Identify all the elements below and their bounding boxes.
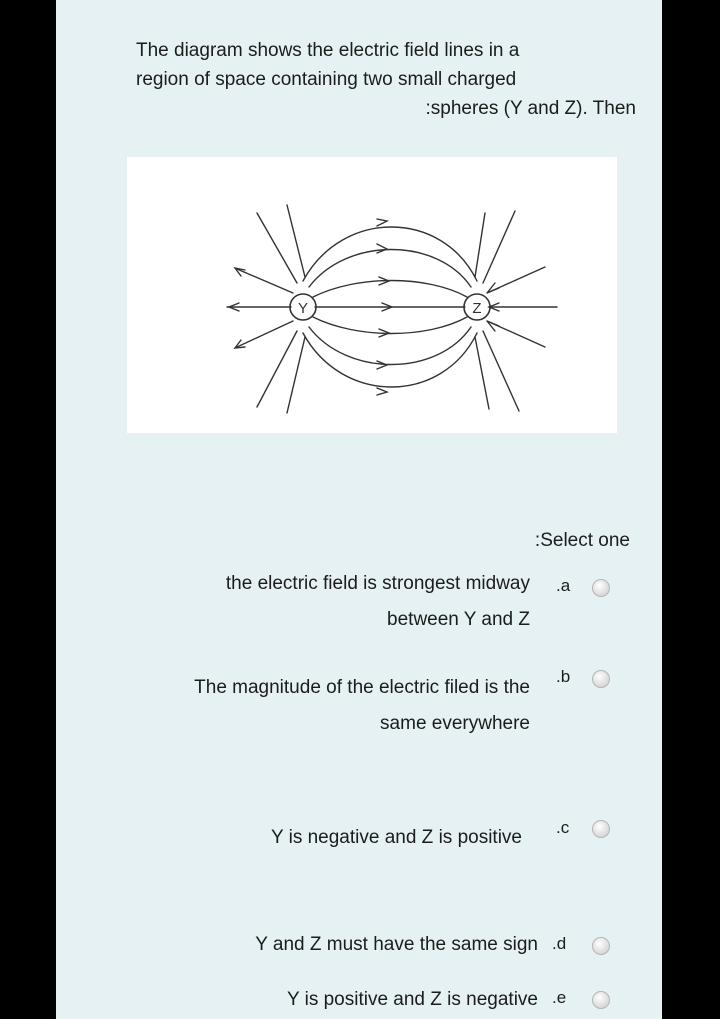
option-a-text[interactable] [226,566,530,638]
option-d-text[interactable] [255,927,538,963]
question-line-2: region of space containing two small charged [136,69,517,90]
field-arrow [487,321,499,331]
option-b-line-2: same everywhere [380,713,530,734]
field-line [303,227,477,281]
question-card [56,0,662,1019]
option-b-radio[interactable] [592,670,610,688]
sphere-y-label: Y [297,300,309,317]
field-line [237,321,293,347]
field-arrow [377,219,387,226]
question-text [136,36,636,123]
field-line [313,317,467,334]
field-line [303,333,477,387]
sphere-z-label: Z [472,300,482,317]
field-line [475,213,485,277]
option-c-letter: .c [556,818,570,837]
field-line [483,331,519,411]
field-line [287,205,305,277]
field-line [475,337,489,409]
option-e-text[interactable] [287,982,538,1018]
option-b-text[interactable] [194,670,530,742]
field-arrow [487,283,499,293]
option-e-letter: .e [552,988,567,1007]
option-a-line-1: the electric field is strongest midway [225,573,530,594]
option-d-letter: .d [552,934,567,953]
field-arrow [377,361,387,369]
field-line [309,250,471,288]
field-line [287,337,305,413]
electric-field-diagram [127,157,617,433]
option-b-line-1: The magnitude of the electric filed is the [194,677,530,698]
field-line [313,281,467,298]
option-d-radio[interactable] [592,937,610,955]
select-one-label: :Select one [534,530,630,551]
option-e-radio[interactable] [592,991,610,1009]
field-line [309,327,471,365]
field-lines-drawing [127,157,617,433]
option-c-text[interactable] [271,820,522,856]
question-line-3: :spheres (Y and Z). Then [425,98,636,119]
question-line-1: The diagram shows the electric field lines in a [136,40,520,61]
option-a-letter: .a [556,576,571,595]
field-arrow [377,244,387,253]
option-e-line-1: Y is positive and Z is negative [286,989,538,1010]
option-a-line-2: between Y and Z [387,609,530,630]
field-line [237,269,293,293]
field-arrow [377,388,387,395]
option-c-radio[interactable] [592,820,610,838]
option-c-line-1: Y is negative and Z is positive [270,827,522,848]
option-a-radio[interactable] [592,579,610,597]
option-d-line-1: Y and Z must have the same sign [255,934,538,955]
option-b-letter: .b [556,667,571,686]
field-line [483,211,515,283]
